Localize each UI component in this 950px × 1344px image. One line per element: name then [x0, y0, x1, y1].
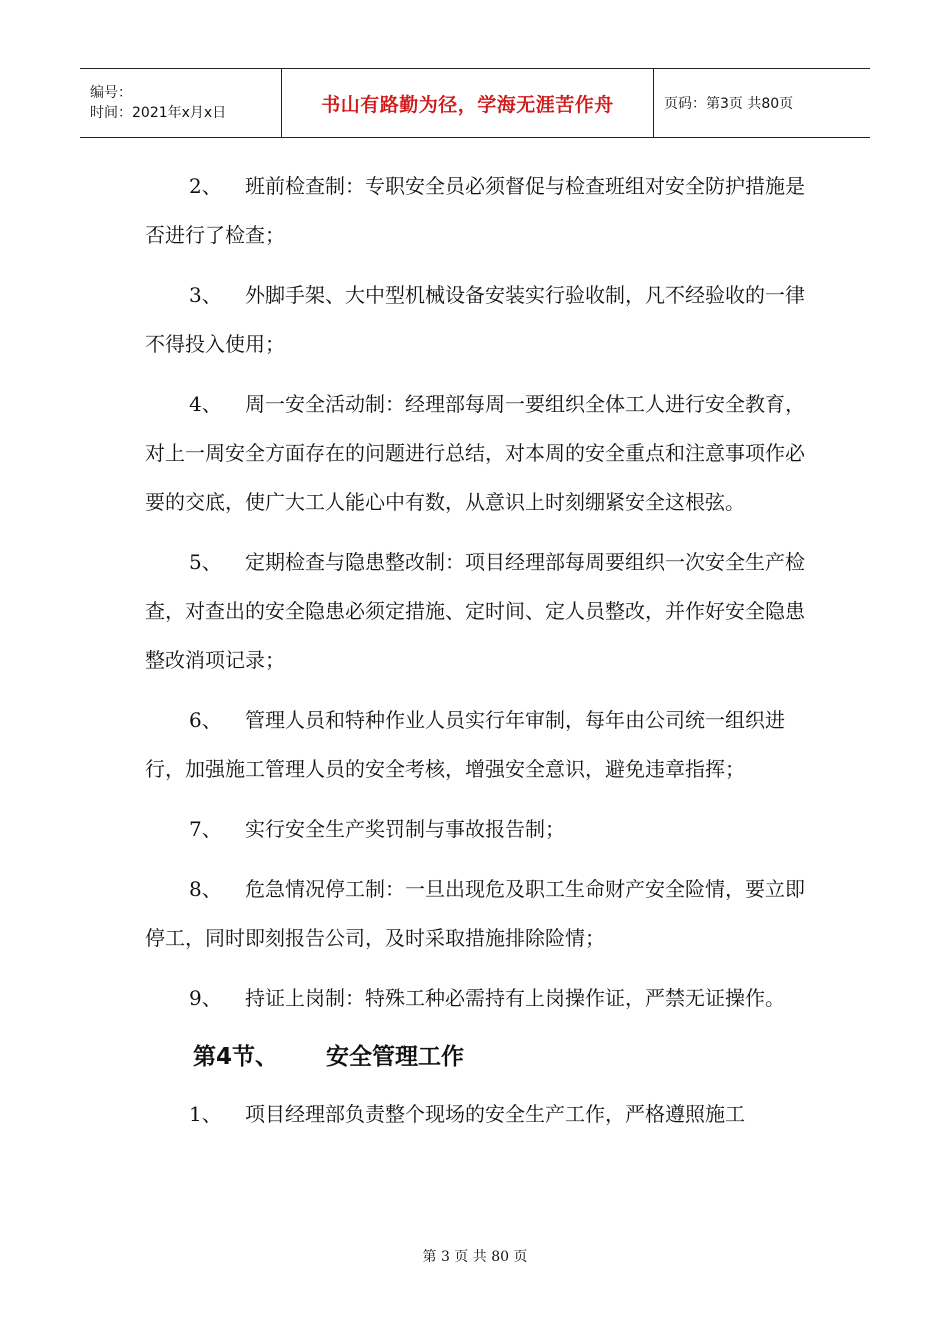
paragraph-number: 1、 — [189, 1102, 222, 1126]
paragraph-text: 定期检查与隐患整改制：项目经理部每周要组织一次安全生产检查，对查出的安全隐患必须定措施、定时间、定人员整改，并作好安全隐患整改消项记录； — [145, 550, 805, 672]
paragraph-text: 周一安全活动制：经理部每周一要组织全体工人进行安全教育，对上一周安全方面存在的问题进行总结，对本周的安全重点和注意事项作必要的交底，使广大工人能心中有数，从意识上时刻绷紧安全这根弦。 — [145, 392, 805, 514]
paragraph-rule-5 — [145, 538, 810, 685]
paragraph-number: 8、 — [189, 877, 222, 901]
paragraph-text: 项目经理部负责整个现场的安全生产工作，严格遵照施工 — [245, 1102, 745, 1126]
header-motto-cell — [282, 69, 654, 137]
paragraph-rule-7 — [145, 805, 810, 854]
paragraph-rule-3 — [145, 271, 810, 369]
paragraph-number: 6、 — [189, 708, 222, 732]
section-heading — [193, 1034, 810, 1080]
section-number: 第4节、 — [193, 1044, 279, 1070]
paragraph-rule-2 — [145, 162, 810, 260]
paragraph-number: 3、 — [189, 283, 222, 307]
document-number-label: 编号： — [90, 85, 132, 101]
paragraph-rule-8 — [145, 865, 810, 963]
paragraph-rule-9 — [145, 974, 810, 1023]
paragraph-number: 7、 — [189, 817, 222, 841]
header-page-info: 页码：第3页 共80页 — [664, 96, 794, 112]
page-header — [80, 68, 870, 138]
paragraph-rule-4 — [145, 380, 810, 527]
paragraph-number: 2、 — [189, 174, 222, 198]
header-meta — [80, 69, 282, 137]
paragraph-number: 9、 — [189, 986, 222, 1010]
paragraph-text: 危急情况停工制：一旦出现危及职工生命财产安全险情，要立即停工，同时即刻报告公司，及时采取措施排除险情； — [145, 877, 805, 950]
section-title: 安全管理工作 — [326, 1044, 465, 1070]
header-page-info-cell — [654, 69, 870, 137]
paragraph-number: 5、 — [189, 550, 222, 574]
paragraph-text: 外脚手架、大中型机械设备安装实行验收制，凡不经验收的一律不得投入使用； — [145, 283, 805, 356]
paragraph-text: 管理人员和特种作业人员实行年审制，每年由公司统一组织进行，加强施工管理人员的安全考核，增强安全意识，避免违章指挥； — [145, 708, 785, 781]
paragraph-number: 4、 — [189, 392, 222, 416]
paragraph-text: 实行安全生产奖罚制与事故报告制； — [245, 817, 565, 841]
paragraph-text: 班前检查制：专职安全员必须督促与检查班组对安全防护措施是否进行了检查； — [145, 174, 805, 247]
paragraph-rule-6 — [145, 696, 810, 794]
document-body — [145, 162, 810, 1150]
page-footer: 第 3 页 共 80 页 — [422, 1249, 528, 1265]
document-date: 时间：2021年x月x日 — [90, 105, 227, 121]
header-motto: 书山有路勤为径，学海无涯苦作舟 — [321, 93, 614, 116]
paragraph-section-item-1 — [145, 1090, 810, 1139]
paragraph-text: 持证上岗制：特殊工种必需持有上岗操作证，严禁无证操作。 — [245, 986, 785, 1010]
